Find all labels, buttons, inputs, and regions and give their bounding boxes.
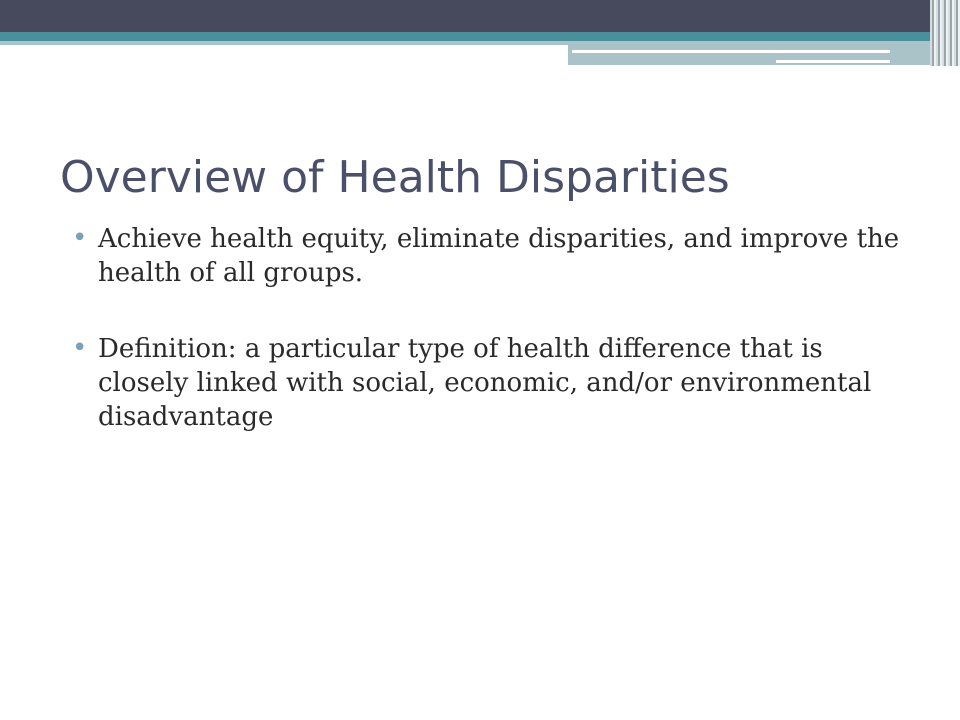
bullet-icon: •	[72, 333, 88, 363]
header-light-block	[568, 41, 960, 65]
bullet-item	[72, 222, 912, 290]
bullet-icon: •	[72, 223, 88, 253]
bullet-text: Definition: a particular type of health difference that is closely linked with social, economic, and/or environmental disadvantage	[98, 334, 872, 432]
bullet-list	[72, 222, 912, 476]
header-dark-bar	[0, 0, 960, 32]
slide-title: Overview of Health Disparities	[60, 152, 730, 203]
bullet-text: Achieve health equity, eliminate disparities, and improve the health of all groups.	[98, 224, 900, 288]
header-teal-bar	[0, 32, 960, 41]
header-accent-line-short	[776, 60, 890, 63]
bullet-item	[72, 332, 912, 434]
header-stripes	[930, 0, 960, 66]
header-light-bar	[0, 41, 570, 45]
header-accent-line	[572, 50, 890, 53]
